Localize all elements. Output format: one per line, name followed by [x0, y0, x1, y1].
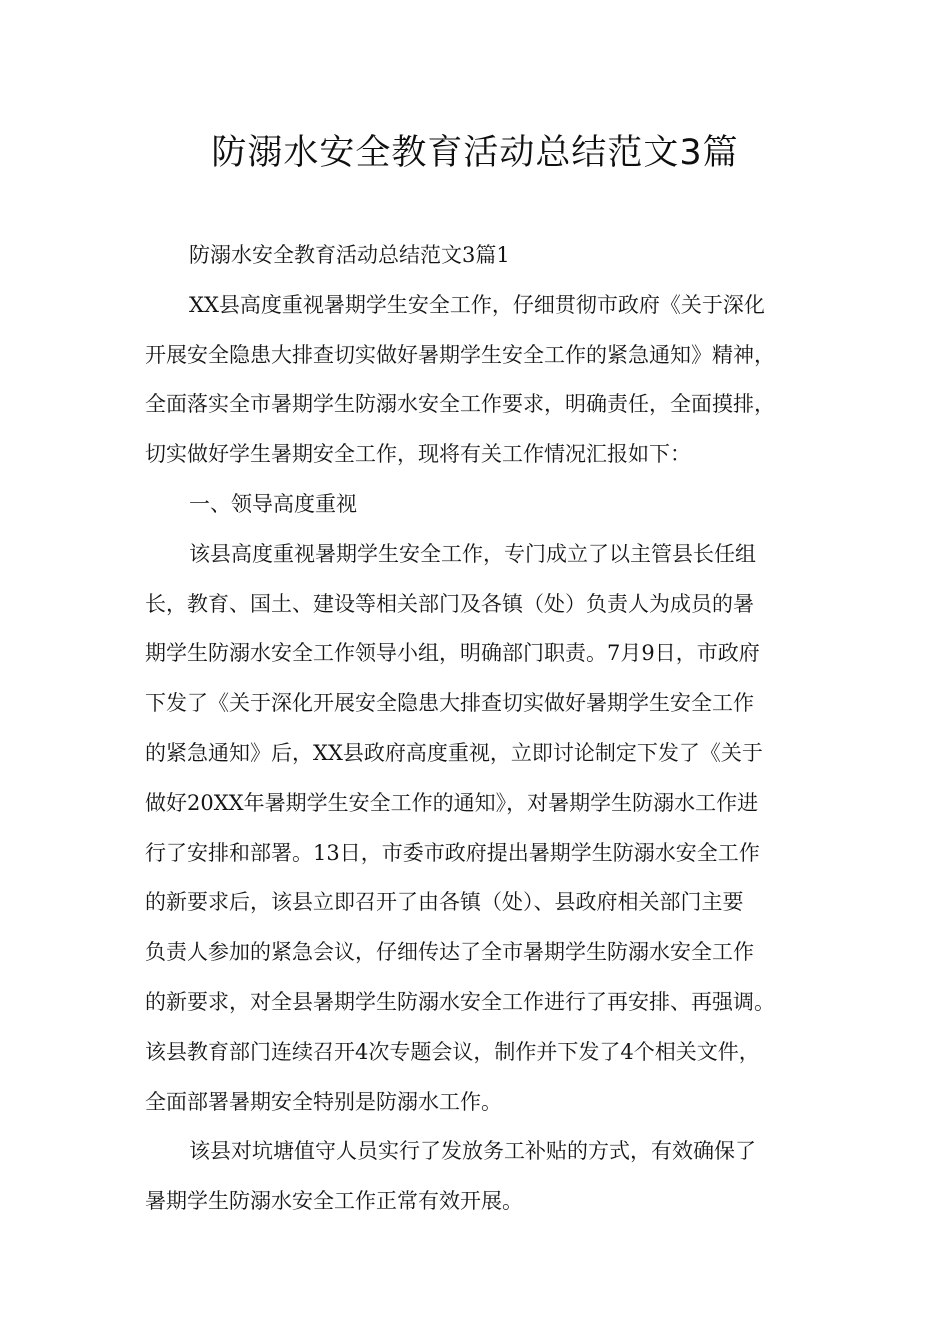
paragraph-3-line: 暑期学生防溺水安全工作正常有效开展。: [145, 1189, 523, 1214]
paragraph-2: [145, 530, 825, 1128]
paragraph-2-line: 长，教育、国土、建设等相关部门及各镇（处）负责人为成员的暑: [145, 591, 754, 616]
paragraph-3: [145, 1127, 825, 1227]
paragraph-2-line: 的新要求后，该县立即召开了由各镇（处）、县政府相关部门主要: [145, 890, 744, 915]
document-subtitle: 防溺水安全教育活动总结范文3篇1: [189, 243, 510, 267]
paragraph-2-line: 下发了《关于深化开展安全隐患大排查切实做好暑期学生安全工作: [145, 691, 754, 716]
paragraph-1-line: XX县高度重视暑期学生安全工作，仔细贯彻市政府《关于深化: [189, 292, 765, 317]
paragraph-2-line: 全面部署暑期安全特别是防溺水工作。: [145, 1089, 502, 1114]
document-title: 防溺水安全教育活动总结范文3篇: [211, 133, 739, 173]
paragraph-1-line: 开展安全隐患大排查切实做好暑期学生安全工作的紧急通知》精神，: [145, 342, 775, 367]
document-body: [145, 231, 825, 1227]
paragraph-1-line: 切实做好学生暑期安全工作，现将有关工作情况汇报如下：: [145, 442, 691, 467]
paragraph-2-line: 做好20XX年暑期学生安全工作的通知》，对暑期学生防溺水工作进: [145, 790, 759, 815]
paragraph-1-line: 全面落实全市暑期学生防溺水安全工作要求，明确责任，全面摸排，: [145, 392, 775, 417]
paragraph-2-line: 的新要求，对全县暑期学生防溺水安全工作进行了再安排、再强调。: [145, 989, 775, 1014]
paragraph-2-line: 期学生防溺水安全工作领导小组，明确部门职责。7月9日，市政府: [145, 641, 760, 666]
paragraph-1: [145, 281, 825, 480]
section-heading: 一、领导高度重视: [189, 491, 357, 516]
paragraph-2-line: 该县教育部门连续召开4次专题会议，制作并下发了4个相关文件，: [145, 1039, 760, 1064]
paragraph-2-line: 该县高度重视暑期学生安全工作，专门成立了以主管县长任组: [189, 541, 756, 566]
paragraph-2-line: 的紧急通知》后，XX县政府高度重视，立即讨论制定下发了《关于: [145, 740, 763, 765]
paragraph-2-line: 负责人参加的紧急会议，仔细传达了全市暑期学生防溺水安全工作: [145, 940, 754, 965]
paragraph-3-line: 该县对坑塘值守人员实行了发放务工补贴的方式，有效确保了: [189, 1139, 756, 1164]
paragraph-2-line: 行了安排和部署。13日，市委市政府提出暑期学生防溺水安全工作: [145, 840, 760, 865]
